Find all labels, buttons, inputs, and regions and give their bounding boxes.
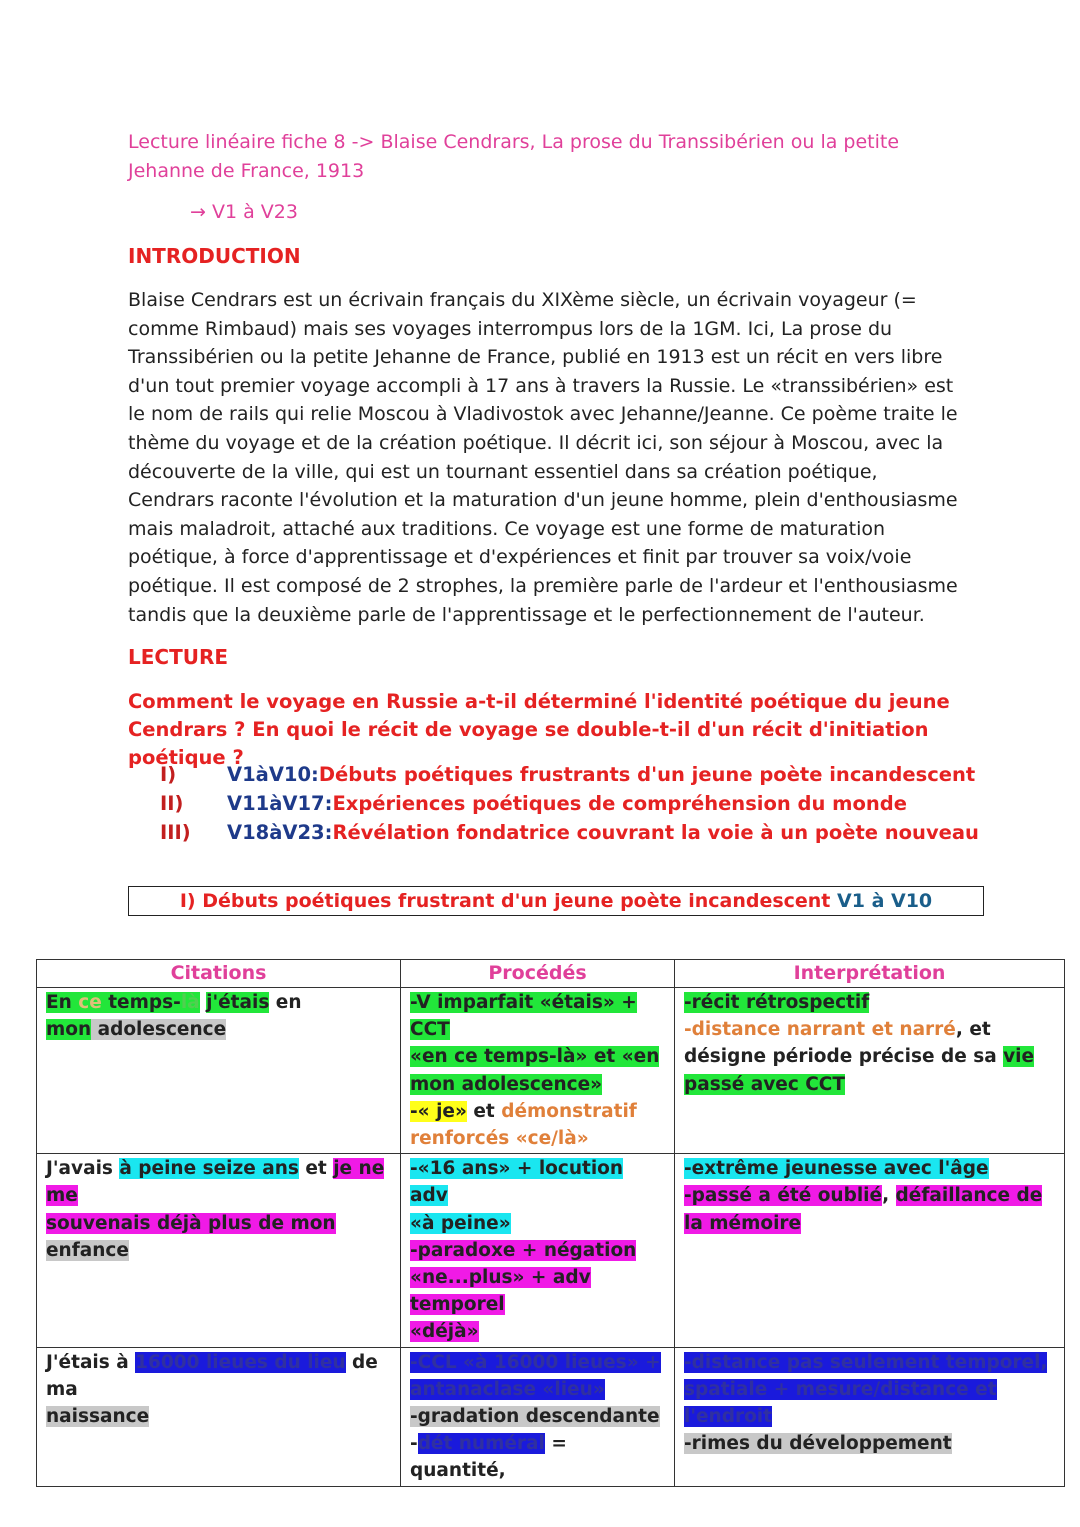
citation-text: souvenais déjà plus de mon <box>46 1212 336 1234</box>
procede-text: -« je» <box>410 1100 467 1122</box>
interpretation-cell <box>675 1347 1065 1486</box>
procede-text: «en ce temps-là» et «en <box>410 1046 660 1068</box>
analysis-table <box>36 959 1065 1487</box>
interpretation-text: -distance pas seulement temporel, <box>684 1351 1048 1373</box>
plan-title: Expériences poétiques de compréhension du monde <box>332 792 907 815</box>
problematique: Comment le voyage en Russie a-t-il déterminé l'identité poétique du jeune Cendrars ? En quoi le récit de voyage se double-t-il d'un récit d'initiation poétique ? <box>128 690 950 769</box>
interpretation-text: , et <box>955 1019 991 1041</box>
interpretation-text: spatiale + mesure/distance et <box>684 1378 997 1400</box>
interpretation-text: -récit rétrospectif <box>684 992 870 1013</box>
interpretation-text: passé avec CCT <box>684 1073 846 1095</box>
citation-text: ce <box>71 992 109 1013</box>
citation-text: J'étais à <box>46 1351 136 1373</box>
part-title-box <box>128 886 984 916</box>
procede-cell <box>401 1154 675 1347</box>
table-row <box>37 1347 1065 1486</box>
interpretation-text: -rimes du développement <box>684 1433 952 1455</box>
citation-text: en <box>269 992 302 1013</box>
header-citations: Citations <box>37 960 401 988</box>
citation-text: enfance <box>46 1239 129 1261</box>
plan-colon: : <box>324 821 333 844</box>
procede-text: démonstratif <box>501 1100 637 1122</box>
plan-item <box>160 789 979 818</box>
procede-cell <box>401 1347 675 1486</box>
procede-text: «déjà» <box>410 1321 479 1343</box>
plan-colon: : <box>311 763 319 786</box>
citation-text: à peine seize ans <box>119 1158 299 1180</box>
verse-range: → V1 à V23 <box>190 201 298 223</box>
plan-number: III) <box>160 821 191 844</box>
procede-text: renforcés «ce/là» <box>410 1128 589 1150</box>
introduction-paragraph: Blaise Cendrars est un écrivain français du XIXème siècle, un écrivain voyageur (= comme Rimbaud) mais ses voyages interrompus lors de la 1GM. Ici, La prose du Transsibérien ou la petite Jehanne de France, publié en 1913 est un récit en vers libre d'un tout premier voyage accompli à 17 ans à travers la Russie. Le «transsibérien» est le nom de rails qui relie Moscou à Vladivostok avec Jehanne/Jeanne. Ce poème traite le thème du voyage et de la création poétique. Il décrit ici, son séjour à Moscou, avec la découverte de la ville, qui est un tournant essentiel dans sa création poétique, Cendrars raconte l'évolution et la maturation d'un jeune homme, plein d'enthousiasme mais maladroit, attaché aux traditions. Ce voyage est une forme de maturation poétique, à force d'apprentissage et d'expériences et finit par trouver sa voix/voie poétique. Il est composé de 2 strophes, la première parle de l'ardeur et l'enthousiasme tandis que la deuxième parle de l'apprentissage et le perfectionnement de l'auteur. <box>128 289 958 626</box>
procede-text: mon adolescence» <box>410 1073 603 1095</box>
procede-cell <box>401 988 675 1154</box>
interpretation-text: défaillance de <box>895 1185 1043 1207</box>
interpretation-text: l'endroit <box>684 1406 772 1428</box>
procede-text: -gradation descendante <box>410 1406 660 1428</box>
citation-cell <box>37 1347 401 1486</box>
interpretation-text: vie <box>1003 1046 1035 1068</box>
part-verse-ref: V1 à V10 <box>837 890 933 912</box>
procede-text: dét numéral <box>417 1433 545 1455</box>
plan-verse-ref: V11àV17 <box>227 792 325 815</box>
procede-text: et <box>466 1100 502 1122</box>
citation-text: naissance <box>46 1406 150 1428</box>
plan-verse-ref: V1àV10 <box>227 763 312 786</box>
citation-text: temps- <box>108 992 181 1013</box>
procede-text: -paradoxe + négation <box>410 1239 637 1261</box>
citation-text: En <box>46 992 72 1013</box>
citation-cell <box>37 988 401 1154</box>
interpretation-text: désigne période précise de sa <box>684 1046 1004 1068</box>
citation-text: 16000 lieues du lieu <box>135 1351 346 1373</box>
citation-text: j'étais <box>206 992 270 1013</box>
procede-text: -«16 ans» + locution adv <box>410 1158 624 1207</box>
interpretation-cell <box>675 1154 1065 1347</box>
citation-text: là <box>180 992 200 1013</box>
interpretation-text: -passé a été oublié <box>684 1185 883 1207</box>
procede-text: = quantité, <box>410 1433 567 1482</box>
header-procedes: Procédés <box>401 960 675 988</box>
introduction-heading: INTRODUCTION <box>128 244 301 268</box>
plan-item <box>160 760 979 789</box>
procede-text: - <box>410 1433 418 1455</box>
citation-text: mon <box>46 1019 92 1041</box>
plan-number: I) <box>160 763 177 786</box>
plan-title: Révélation fondatrice couvrant la voie à un poète nouveau <box>332 821 979 844</box>
plan-number: II) <box>160 792 184 815</box>
procede-text: -V imparfait «étais» + CCT <box>410 992 637 1041</box>
part-title: I) Débuts poétiques frustrant d'un jeune poète incandescent <box>179 890 831 912</box>
table-row <box>37 988 1065 1154</box>
citation-text: J'avais <box>46 1158 120 1180</box>
header-interpretation: Interprétation <box>675 960 1065 988</box>
interpretation-text: -extrême jeunesse avec l'âge <box>684 1158 989 1180</box>
procede-text: antanaclase «lieu» <box>410 1378 605 1400</box>
citation-text: je ne me <box>46 1158 385 1207</box>
table-header-row <box>37 960 1065 988</box>
plan-verse-ref: V18àV23 <box>227 821 325 844</box>
plan-list <box>160 760 979 847</box>
plan-title: Débuts poétiques frustrants d'un jeune poète incandescent <box>318 763 976 786</box>
citation-cell <box>37 1154 401 1347</box>
procede-text: «ne...plus» + adv temporel <box>410 1267 591 1316</box>
plan-item <box>160 818 979 847</box>
procede-text: «à peine» <box>410 1212 511 1234</box>
citation-text: adolescence <box>91 1019 227 1041</box>
citation-text: de ma <box>46 1351 378 1400</box>
table-row <box>37 1154 1065 1347</box>
procede-text: -CCL «à 16000 lieues» + <box>410 1351 661 1373</box>
interpretation-text: -distance narrant et narré <box>684 1019 956 1041</box>
interpretation-text: , <box>882 1185 896 1207</box>
plan-colon: : <box>324 792 333 815</box>
citation-text: et <box>298 1158 334 1180</box>
interpretation-text: la mémoire <box>684 1212 802 1234</box>
interpretation-cell <box>675 988 1065 1154</box>
lecture-heading: LECTURE <box>128 645 229 669</box>
document-title: Lecture linéaire fiche 8 -> Blaise Cendrars, La prose du Transsibérien ou la petite Jehanne de France, 1913 <box>128 131 900 182</box>
